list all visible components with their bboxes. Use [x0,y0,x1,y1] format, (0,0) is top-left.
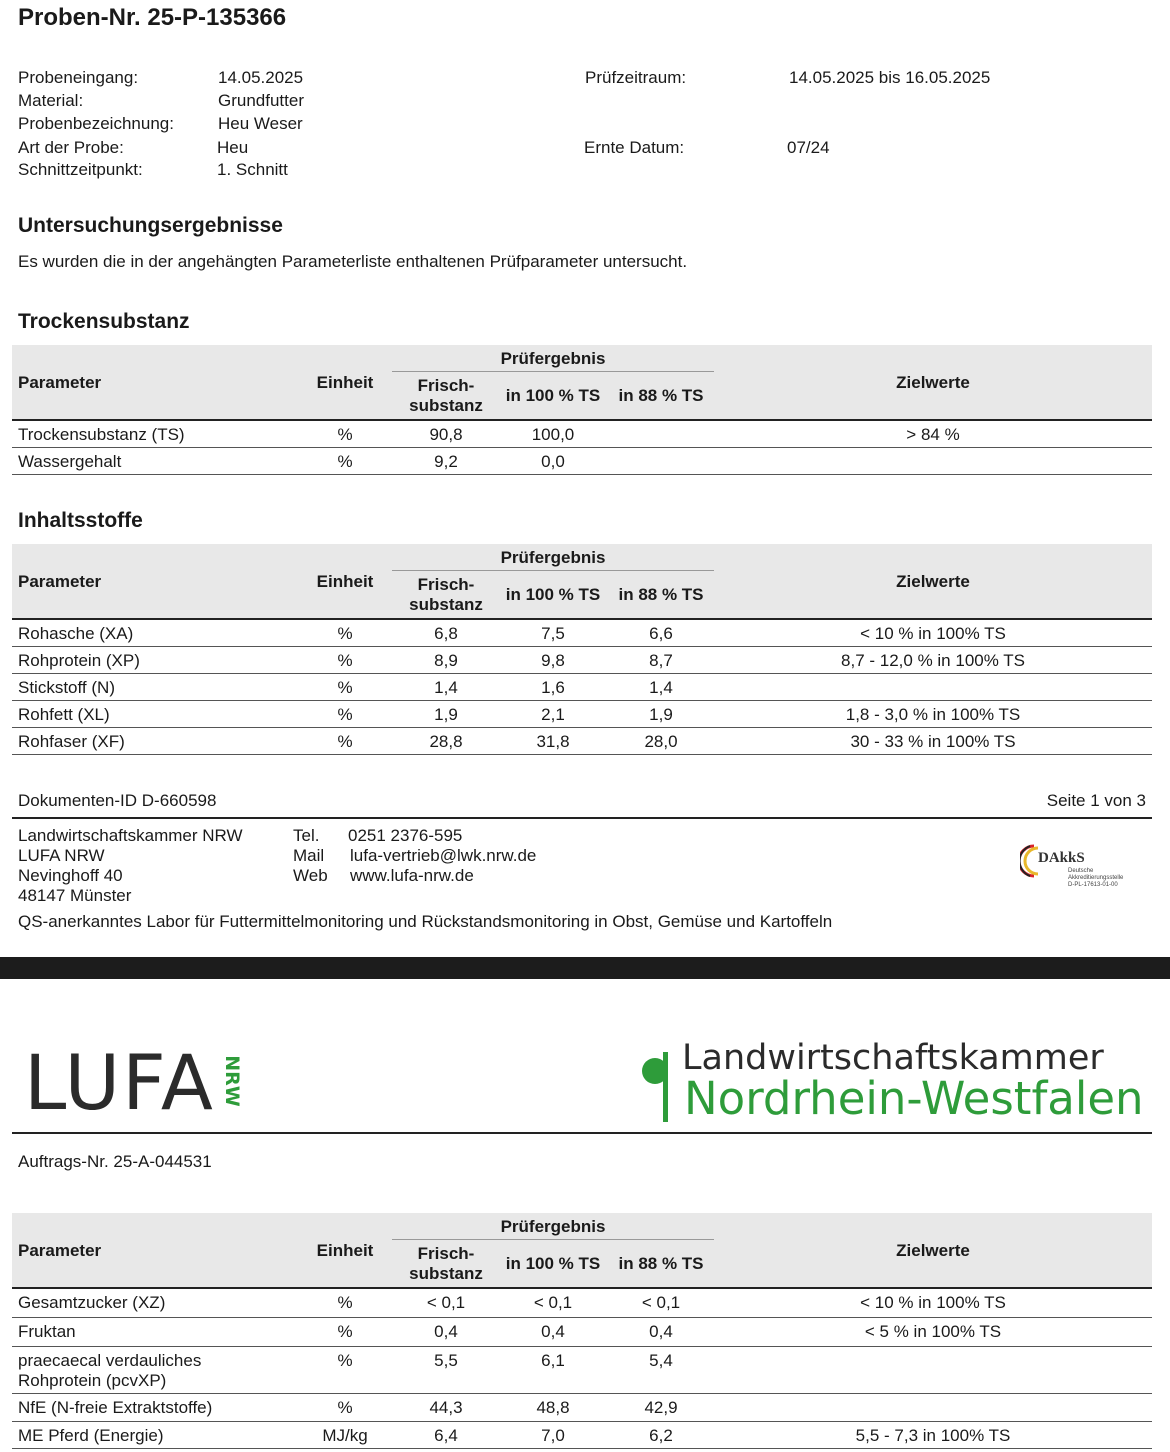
cell-ts88: < 0,1 [641,1293,681,1312]
cell-ts100: 7,5 [541,624,565,643]
cell-ts100: 6,1 [541,1351,565,1370]
cell-ts100: 1,6 [541,678,565,697]
header-parameter: Parameter [18,1241,102,1260]
results-text: Es wurden die in der angehängten Parameterliste enthaltenen Prüfparameter untersucht. [18,252,688,271]
page-separator [0,957,1170,979]
cell-unit: % [337,651,353,670]
cell-unit: % [337,1293,353,1312]
cell-zielwert: < 10 % in 100% TS [860,1293,1006,1312]
cell-frisch: 1,9 [434,705,458,724]
cell-zielwert: 30 - 33 % in 100% TS [850,732,1016,751]
header-frisch-2: substanz [409,595,483,614]
table-row [12,674,1152,701]
cell-zielwert: 5,5 - 7,3 in 100% TS [855,1426,1011,1445]
header-divider [392,371,714,372]
lwk-logo-line2: Nordrhein-Westfalen [684,1072,1144,1125]
info-value-art: Heu [217,138,249,157]
lwk-bar-icon [663,1052,668,1122]
header-einheit: Einheit [316,373,374,392]
table-trockensubstanz [12,345,1152,475]
info-label-probenbezeichnung: Probenbezeichnung: [18,114,174,133]
table-row [12,1347,1152,1394]
cell-ts100: 0,4 [541,1322,565,1341]
cell-parameter: Wassergehalt [18,452,122,471]
header-frisch-2: substanz [409,396,483,415]
cell-parameter: Rohprotein (XP) [18,651,140,670]
cell-ts88: 28,0 [644,732,678,751]
section-title-trockensubstanz: Trockensubstanz [18,310,190,333]
cell-ts88: 0,4 [649,1322,673,1341]
lwk-logo-line1: Landwirtschaftskammer [682,1038,1104,1078]
info-label-art: Art der Probe: [18,138,124,157]
cell-zielwert: < 5 % in 100% TS [864,1322,1002,1341]
footer-web[interactable]: www.lufa-nrw.de [350,866,474,885]
header-parameter: Parameter [18,572,102,591]
cell-unit: % [337,425,353,444]
cell-unit: MJ/kg [322,1426,368,1445]
dakks-sub2: Akkreditierungsstelle [1068,875,1124,881]
footer-org2: LUFA NRW [18,846,105,865]
header-ts100: in 100 % TS [505,386,601,405]
cell-parameter: Gesamtzucker (XZ) [18,1293,166,1312]
table-header [12,1213,1152,1289]
footer-mail[interactable]: lufa-vertrieb@lwk.nrw.de [350,846,537,865]
dakks-text: DAkkS [1038,850,1085,866]
table-inhaltsstoffe [12,544,1152,755]
header-divider [392,1239,714,1240]
info-value-material: Grundfutter [218,91,304,110]
header-zielwerte: Zielwerte [896,572,970,591]
header-pruefergebnis: Prüfergebnis [500,349,606,368]
cell-parameter: Fruktan [18,1322,76,1341]
cell-ts100: 0,0 [541,452,565,471]
header-einheit: Einheit [316,572,374,591]
cell-frisch: 44,3 [429,1398,463,1417]
cell-ts100: 2,1 [541,705,565,724]
footer-web-label: Web [293,866,328,885]
cell-ts88: 6,6 [649,624,673,643]
cell-ts88: 5,4 [649,1351,673,1370]
cell-parameter: NfE (N-freie Extraktstoffe) [18,1398,213,1417]
cell-parameter: Rohfaser (XF) [18,732,125,751]
table-row [12,1422,1152,1449]
cell-parameter-line2: Rohprotein (pcvXP) [18,1371,167,1390]
info-label-schnittzeitpunkt: Schnittzeitpunkt: [18,160,143,179]
cell-frisch: 5,5 [434,1351,458,1370]
table-row [12,1394,1152,1422]
header-ts88: in 88 % TS [618,386,704,405]
cell-ts100: 31,8 [536,732,570,751]
cell-ts100: 100,0 [531,425,575,444]
cell-ts88: 8,7 [649,651,673,670]
dakks-sub [1068,868,1123,889]
footer-mail-label: Mail [293,846,325,865]
table-row [12,1318,1152,1347]
footer-city: 48147 Münster [18,886,132,905]
cell-frisch: 6,4 [434,1426,458,1445]
header-ts100: in 100 % TS [505,1254,601,1273]
header-zielwerte: Zielwerte [896,1241,970,1260]
table-row [12,1289,1152,1318]
cell-unit: % [337,678,353,697]
footer-org1: Landwirtschaftskammer NRW [18,826,243,845]
cell-ts100: 48,8 [536,1398,570,1417]
dakks-logo [1020,840,1145,896]
page-number: Seite 1 von 3 [1046,791,1146,810]
table-row [12,728,1152,755]
table-row [12,701,1152,728]
page-title: Proben-Nr. 25-P-135366 [18,4,287,31]
cell-unit: % [337,732,353,751]
cell-ts88: 6,2 [649,1426,673,1445]
cell-unit: % [337,1351,353,1370]
cell-zielwert: < 10 % in 100% TS [860,624,1006,643]
cell-zielwert: 1,8 - 3,0 % in 100% TS [845,705,1021,724]
results-heading: Untersuchungsergebnisse [18,214,283,237]
cell-ts100: 9,8 [541,651,565,670]
lufa-logo-nrw: NRW [220,1055,243,1107]
dakks-id: D-PL-17613-01-00 [1068,882,1118,888]
info-label-ernte-datum: Ernte Datum: [584,138,685,157]
table-row [12,620,1152,647]
cell-unit: % [337,452,353,471]
header-frisch-2: substanz [409,1264,483,1283]
cell-ts88: 1,9 [649,705,673,724]
header-divider [392,570,714,571]
table-row [12,448,1152,475]
footer-tel-label: Tel. [293,826,320,845]
header-frisch-1: Frisch- [417,575,475,594]
header-frisch-1: Frisch- [417,376,475,395]
cell-ts100: < 0,1 [533,1293,573,1312]
dakks-sub1: Deutsche [1068,868,1094,874]
lwk-logo-mark [642,1046,674,1126]
header-pruefergebnis: Prüfergebnis [500,548,606,567]
cell-zielwert: 8,7 - 12,0 % in 100% TS [841,651,1025,670]
cell-frisch: 9,2 [434,452,458,471]
table-header [12,345,1152,421]
cell-frisch: 1,4 [434,678,458,697]
section-title-inhaltsstoffe: Inhaltsstoffe [18,509,143,532]
cell-ts88: 1,4 [649,678,673,697]
header-ts100: in 100 % TS [505,585,601,604]
auftrags-nr: Auftrags-Nr. 25-A-044531 [18,1152,212,1171]
cell-parameter: praecaecal verdauliches [18,1351,202,1370]
cell-parameter: Stickstoff (N) [18,678,115,697]
header-ts88: in 88 % TS [618,585,704,604]
table-row [12,647,1152,674]
cell-parameter: Rohfett (XL) [18,705,110,724]
header-einheit: Einheit [316,1241,374,1260]
cell-unit: % [337,705,353,724]
cell-frisch: < 0,1 [426,1293,466,1312]
info-label-pruefzeitraum: Prüfzeitraum: [585,68,687,87]
info-value-probenbezeichnung: Heu Weser [218,114,303,133]
cell-ts88: 42,9 [644,1398,678,1417]
cell-frisch: 28,8 [429,732,463,751]
cell-parameter: Trockensubstanz (TS) [18,425,185,444]
cell-ts100: 7,0 [541,1426,565,1445]
cell-unit: % [337,624,353,643]
cell-unit: % [337,1322,353,1341]
footer-street: Nevinghoff 40 [18,866,123,885]
info-label-probeneingang: Probeneingang: [18,68,139,87]
table-header [12,544,1152,620]
cell-zielwert: > 84 % [906,425,960,444]
header-parameter: Parameter [18,373,102,392]
footer-divider [12,817,1152,819]
footer-tel: 0251 2376-595 [348,826,463,845]
lufa-logo-text: LUFA [24,1038,215,1127]
table-row [12,421,1152,448]
header-frisch-1: Frisch- [417,1244,475,1263]
info-value-ernte-datum: 07/24 [787,138,830,157]
header-ts88: in 88 % TS [618,1254,704,1273]
info-value-pruefzeitraum: 14.05.2025 bis 16.05.2025 [789,68,991,87]
cell-frisch: 8,9 [434,651,458,670]
page2-header-divider [12,1132,1152,1134]
cell-frisch: 6,8 [434,624,458,643]
info-label-material: Material: [18,91,84,110]
info-value-probeneingang: 14.05.2025 [218,68,304,87]
header-zielwerte: Zielwerte [896,373,970,392]
cell-unit: % [337,1398,353,1417]
info-value-schnittzeitpunkt: 1. Schnitt [217,160,288,179]
cell-parameter: ME Pferd (Energie) [18,1426,164,1445]
cell-frisch: 90,8 [429,425,463,444]
cell-parameter: Rohasche (XA) [18,624,134,643]
footer-qs-note: QS-anerkanntes Labor für Futtermittelmonitoring und Rückstandsmonitoring in Obst, Gemüse und Kartoffeln [18,912,833,931]
table-page2 [12,1213,1152,1449]
document-id: Dokumenten-ID D-660598 [18,791,217,810]
cell-frisch: 0,4 [434,1322,458,1341]
header-pruefergebnis: Prüfergebnis [500,1217,606,1236]
